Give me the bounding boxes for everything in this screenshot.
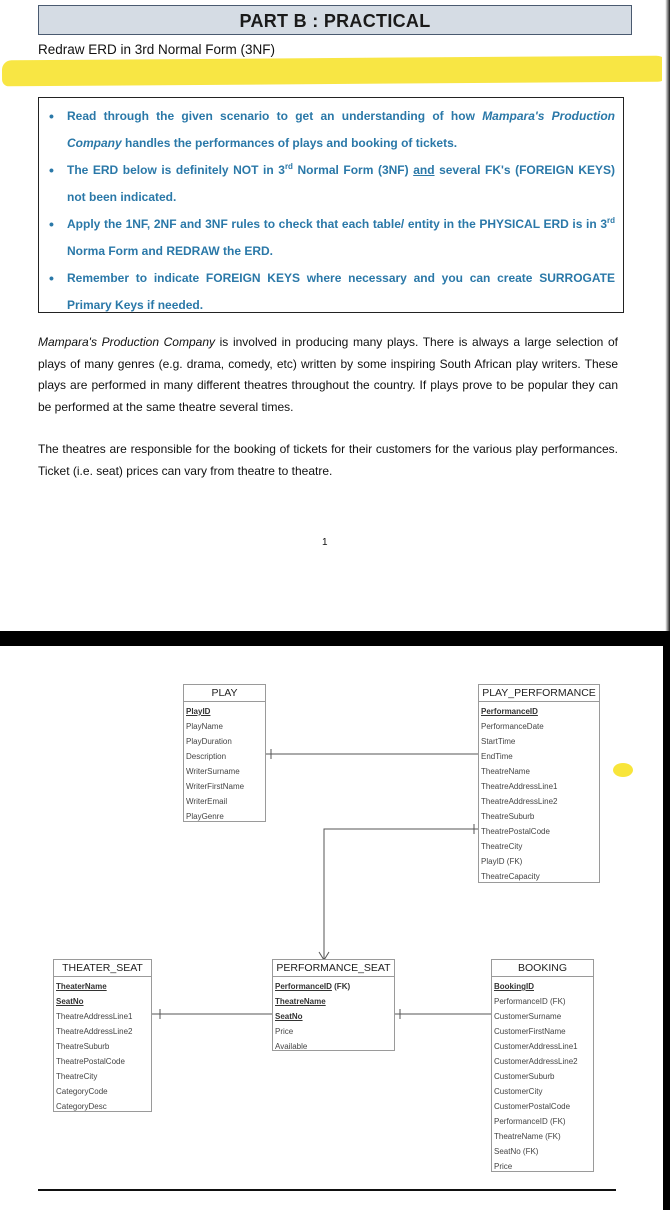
attr: WriterEmail [186,797,228,806]
instruction-1-company: Mampara's Production Company [67,109,615,150]
attr-pk: BookingID [494,982,534,991]
entity-play-performance-attributes [479,702,599,884]
attr: TheatreCity [56,1072,98,1081]
attr-pk-fk [275,979,392,994]
entity-play-name: PLAY [184,685,265,702]
scenario-paragraph-2: The theatres are responsible for the booking of tickets for their customers for the various play performances. Ticket (i.e. seat) prices can vary from theatre to theatre. [38,442,618,478]
attr: PerformanceID (FK) [494,1117,566,1126]
entity-play-performance [478,684,600,883]
yellow-highlight-dot [613,763,633,777]
attr: Price [275,1027,294,1036]
attr: PlayID (FK) [481,857,523,866]
attr: CustomerAddressLine2 [494,1057,578,1066]
entity-theater-seat-attributes [54,977,151,1114]
instruction-4-text: Remember to indicate FOREIGN KEYS where necessary and you can create SURROGATE Primary Keys if needed. [67,271,615,312]
page-title: PART B : PRACTICAL [239,11,431,31]
attr: WriterFirstName [186,782,245,791]
attr: CustomerSurname [494,1012,562,1021]
page-number: 1 [322,537,328,548]
attr: PlayDuration [186,737,232,746]
entity-booking-name: BOOKING [492,960,593,977]
instruction-1-text-a: Read through the given scenario to get an understanding of how [67,109,483,123]
instruction-2-underline: and [413,163,435,177]
attr: CategoryCode [56,1087,108,1096]
entity-theater-seat-name: THEATER_SEAT [54,960,151,977]
instruction-2-text-b: Normal Form (3NF) [292,163,414,177]
attr: TheatreAddressLine1 [56,1012,133,1021]
attr-pk: TheaterName [56,982,107,991]
attr-pk: PerformanceID [275,982,332,991]
attr: PerformanceDate [481,722,544,731]
instruction-2-text-c: several FK's (FOREIGN KEYS) not been indicated. [67,163,615,204]
attr: TheatreName [481,767,530,776]
attr: WriterSurname [186,767,240,776]
attr: TheatreAddressLine1 [481,782,558,791]
attr: PlayGenre [186,812,224,821]
entity-play-performance-name: PLAY_PERFORMANCE [479,685,599,702]
attr: TheatreCapacity [481,872,540,881]
scenario-paragraph-1-text: is involved in producing many plays. There is always a large selection of plays of many genres (e.g. drama, comedy, etc) written by some inspiring South African play writers. These plays are performed in many different theatres throughout the country. If plays prove to be popular they can be performed at the same theatre several times. [38,335,618,414]
attr: CustomerAddressLine1 [494,1042,578,1051]
attr-pk: SeatNo [275,1012,303,1021]
instruction-3-sup: rd [607,216,615,225]
subtitle: Redraw ERD in 3rd Normal Form (3NF) [38,42,276,57]
attr: EndTime [481,752,513,761]
rel-performance-seat-line [324,829,480,960]
attr: CustomerPostalCode [494,1102,571,1111]
attr: TheatreCity [481,842,523,851]
instruction-1-text-b: handles the performances of plays and booking of tickets. [121,136,458,150]
attr-pk: PlayID [186,707,211,716]
attr-fk-suffix: (FK) [331,982,351,991]
instruction-3-text-a: Apply the 1NF, 2NF and 3NF rules to check that each table/ entity in the PHYSICAL ERD is in 3 [67,217,607,231]
bottom-rule [38,1189,616,1191]
attr: CustomerCity [494,1087,543,1096]
attr: TheatreName (FK) [494,1132,561,1141]
instruction-3-text-b: Norma Form and REDRAW the ERD. [67,244,274,258]
attr: TheatrePostalCode [56,1057,125,1066]
attr: Price [494,1162,513,1171]
entity-performance-seat [272,959,395,1051]
attr-pk: PerformanceID [481,707,538,716]
entity-play [183,684,266,822]
entity-booking [491,959,594,1172]
attr-pk: SeatNo [56,997,84,1006]
entity-theater-seat [53,959,152,1112]
attr: StartTime [481,737,516,746]
attr: CategoryDesc [56,1102,107,1111]
company-name: Mampara's Production Company [38,335,215,349]
attr: TheatreSuburb [481,812,535,821]
instruction-2-sup: rd [284,162,293,171]
attr: TheatreAddressLine2 [56,1027,133,1036]
attr: Available [275,1042,308,1051]
instruction-2-text-a: The ERD below is definitely NOT in 3 [67,163,285,177]
attr: CustomerSuburb [494,1072,555,1081]
attr-pk: TheatreName [275,997,326,1006]
entity-performance-seat-attributes [273,977,394,1054]
attr: SeatNo (FK) [494,1147,539,1156]
attr: TheatreAddressLine2 [481,797,558,806]
entity-play-attributes [184,702,265,824]
entity-booking-attributes [492,977,593,1174]
attr: CustomerFirstName [494,1027,566,1036]
attr: PerformanceID (FK) [494,997,566,1006]
attr: Description [186,752,227,761]
attr: TheatrePostalCode [481,827,550,836]
entity-performance-seat-name: PERFORMANCE_SEAT [273,960,394,977]
attr: PlayName [186,722,223,731]
attr: TheatreSuburb [56,1042,110,1051]
